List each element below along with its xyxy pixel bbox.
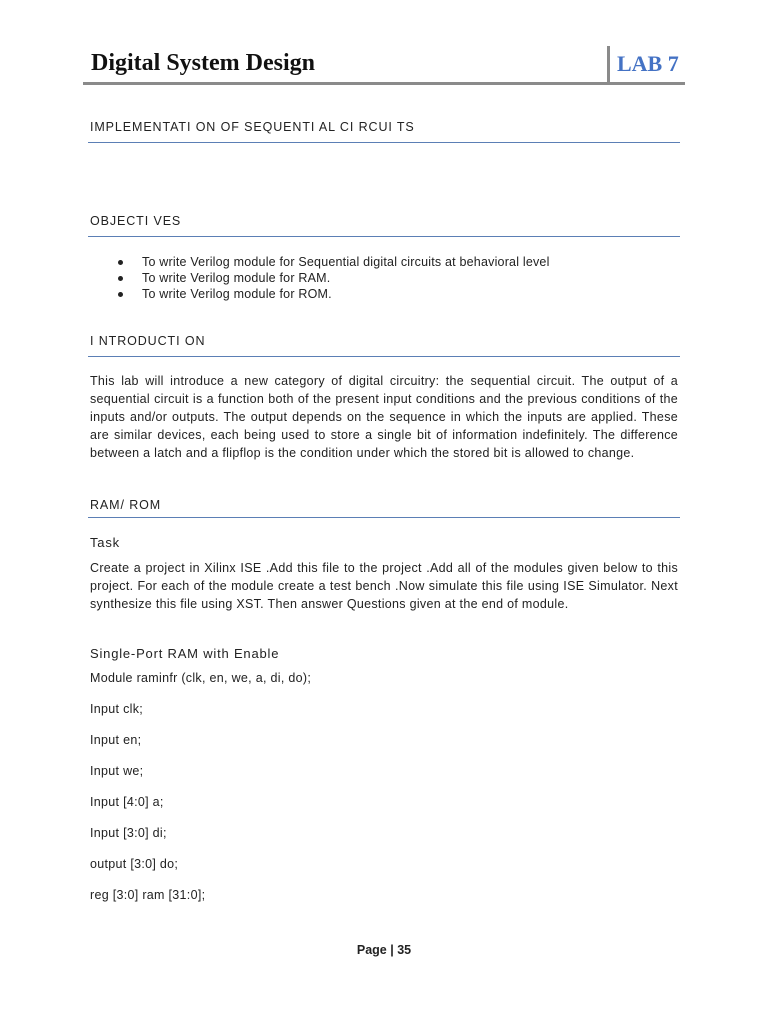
task-label: Task — [90, 535, 120, 550]
code-line: Input [3:0] di; — [90, 826, 167, 840]
objective-item: To write Verilog module for RAM. — [115, 270, 550, 286]
introduction-heading: I NTRODUCTI ON — [90, 334, 206, 348]
introduction-paragraph: This lab will introduce a new category of digital circuitry: the sequential circuit. The output of a sequential circuit is a function both of the present input conditions and the previous conditions of the inputs and/or outputs. The output depends on the sequence in which the inputs are applied. These are similar devices, each being used to store a single bit of information indefinitely. The difference between a latch and a flipflop is the condition under which the stored bit is allowed to change. — [90, 374, 678, 460]
objectives-heading: OBJECTI VES — [90, 214, 182, 228]
section-title: IMPLEMENTATI ON OF SEQUENTI AL CI RCUI TS — [90, 120, 415, 134]
ramrom-rule — [88, 517, 680, 518]
code-line: Module raminfr (clk, en, we, a, di, do); — [90, 671, 312, 685]
task-paragraph: Create a project in Xilinx ISE .Add this file to the project .Add all of the modules given below to this project. For each of the module create a test bench .Now simulate this file using ISE Simulator. Next synthesize this file using XST. Then answer Questions given at the end of module. — [90, 561, 678, 611]
objectives-rule — [88, 236, 680, 237]
section-title-rule — [88, 142, 680, 143]
header-divider — [607, 46, 610, 84]
code-line: Input en; — [90, 733, 142, 747]
code-line: Input [4:0] a; — [90, 795, 164, 809]
ramrom-heading: RAM/ ROM — [90, 498, 162, 512]
objectives-list — [115, 254, 550, 302]
objective-item: To write Verilog module for Sequential digital circuits at behavioral level — [115, 254, 550, 270]
objective-item: To write Verilog module for ROM. — [115, 286, 550, 302]
code-line: reg [3:0] ram [31:0]; — [90, 888, 206, 902]
page-number: Page | 35 — [356, 943, 412, 957]
code-line: Input clk; — [90, 702, 144, 716]
header-lab-number: LAB 7 — [617, 51, 679, 76]
code-line: output [3:0] do; — [90, 857, 179, 871]
code-line: Input we; — [90, 764, 144, 778]
header-rule — [83, 82, 685, 85]
header-title: Digital System Design — [91, 50, 315, 76]
ram-subheading: Single-Port RAM with Enable — [90, 646, 280, 661]
introduction-rule — [88, 356, 680, 357]
